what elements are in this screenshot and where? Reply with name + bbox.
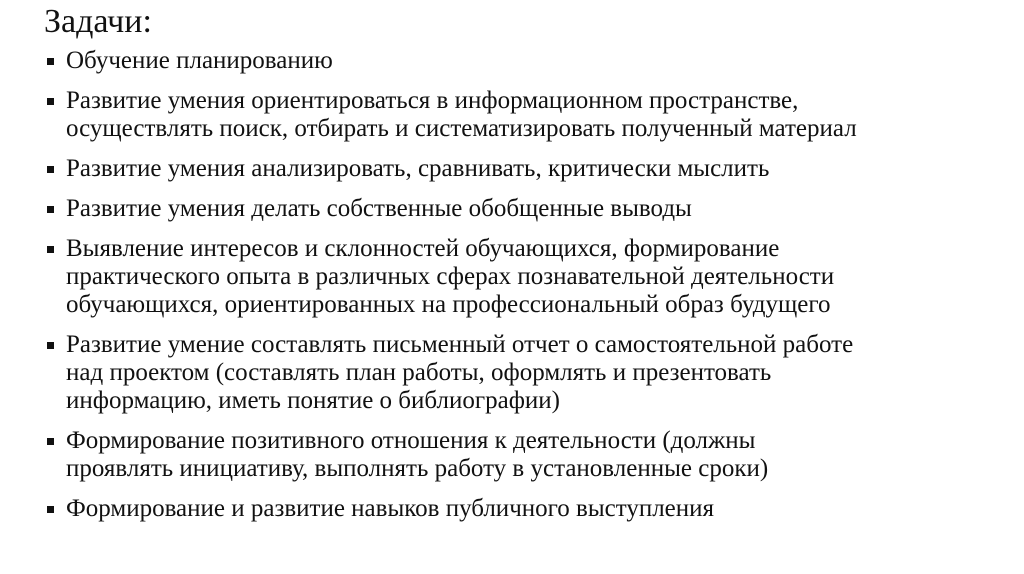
task-text-line: Развитие умение составлять письменный отчет о самостоятельной работе [66, 331, 854, 358]
task-item [44, 331, 1019, 415]
square-bullet-icon [47, 506, 54, 513]
task-text-line: осуществлять поиск, отбирать и систематизировать полученный материал [66, 115, 857, 142]
task-text-line: Развитие умения ориентироваться в информационном пространстве, [66, 87, 799, 114]
square-bullet-icon [47, 98, 54, 105]
task-text-line: информацию, иметь понятие о библиографии) [66, 387, 560, 414]
square-bullet-icon [47, 246, 54, 253]
task-item [44, 427, 1019, 483]
task-text-line: Выявление интересов и склонностей обучающихся, формирование [66, 235, 780, 262]
task-text-line: Развитие умения делать собственные обобщенные выводы [66, 195, 692, 222]
task-text-line: практического опыта в различных сферах познавательной деятельности [66, 263, 835, 290]
task-item [44, 195, 1019, 223]
task-text-line: Формирование позитивного отношения к деятельности (должны [66, 427, 756, 454]
task-item [44, 495, 1019, 523]
task-text-line: Формирование и развитие навыков публичного выступления [66, 495, 715, 522]
square-bullet-icon [47, 58, 54, 65]
task-text-line: Обучение планированию [66, 47, 333, 74]
task-text-line: проявлять инициативу, выполнять работу в установленные сроки) [66, 455, 769, 482]
square-bullet-icon [47, 438, 54, 445]
task-item [44, 155, 1019, 183]
square-bullet-icon [47, 342, 54, 349]
task-text-line: над проектом (составлять план работы, оформлять и презентовать [66, 359, 772, 386]
task-text-line: обучающихся, ориентированных на профессиональный образ будущего [66, 291, 831, 318]
task-item [44, 87, 1019, 143]
task-list [44, 47, 1019, 535]
square-bullet-icon [47, 206, 54, 213]
slide-title: Задачи: [44, 3, 152, 40]
task-item [44, 235, 1019, 319]
task-text-line: Развитие умения анализировать, сравнивать, критически мыслить [66, 155, 770, 182]
square-bullet-icon [47, 166, 54, 173]
task-item [44, 47, 1019, 75]
